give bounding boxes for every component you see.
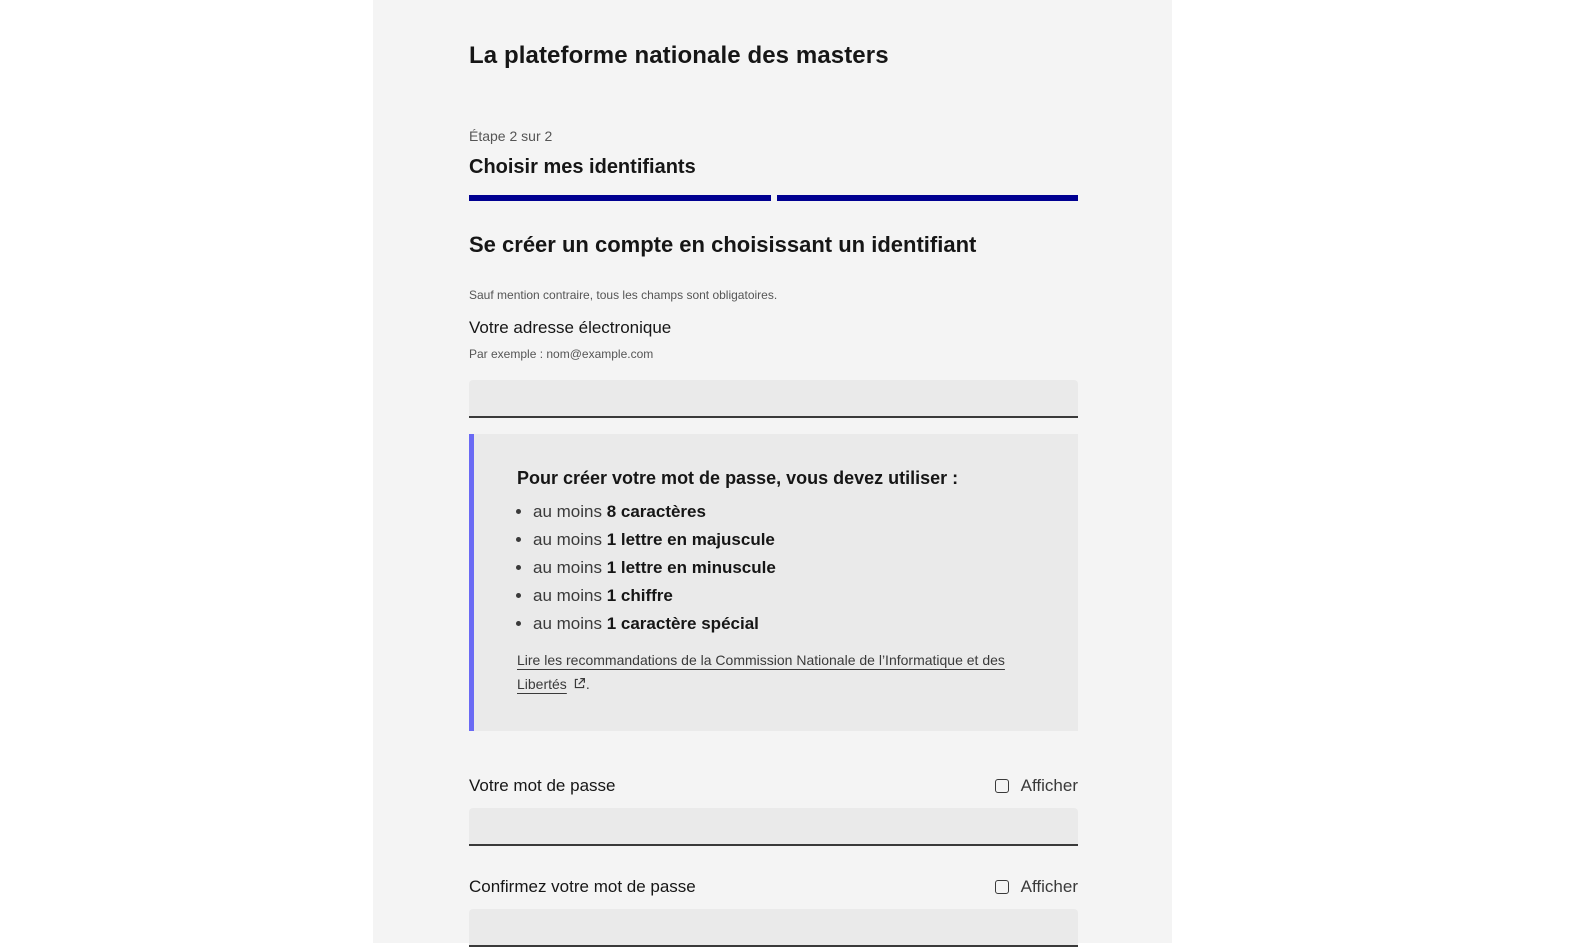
step-title: Choisir mes identifiants xyxy=(469,156,696,178)
password-rule: • au moins 1 chiffre xyxy=(533,582,776,610)
confirm-password-label-row xyxy=(469,877,1078,897)
email-hint: Par exemple : nom@example.com xyxy=(469,347,654,361)
page-panel xyxy=(373,0,1172,943)
step-segment-2 xyxy=(777,195,1079,201)
show-password-checkbox[interactable] xyxy=(995,779,1009,793)
cnil-recommendations-link[interactable]: Lire les recommandations de la Commission Nationale de l’Informatique et des Libertés xyxy=(517,652,1005,692)
confirm-password-label: Confirmez votre mot de passe xyxy=(469,877,696,896)
password-rule: • au moins 8 caractères xyxy=(533,498,776,526)
show-confirm-password-label: Afficher xyxy=(1020,877,1078,896)
password-rules-title: Pour créer votre mot de passe, vous devez utiliser : xyxy=(517,468,959,488)
email-label: Votre adresse électronique xyxy=(469,318,672,337)
show-confirm-password-checkbox[interactable] xyxy=(995,880,1009,894)
show-confirm-password-toggle[interactable] xyxy=(995,877,1078,897)
confirm-password-input[interactable] xyxy=(469,909,1078,947)
step-counter: Étape 2 sur 2 xyxy=(469,128,553,144)
site-title: La plateforme nationale des masters xyxy=(469,42,889,69)
password-rule: • au moins 1 caractère spécial xyxy=(533,610,776,638)
step-progress-bar xyxy=(469,195,1078,201)
step-segment-1 xyxy=(469,195,771,201)
external-link-icon xyxy=(573,677,586,690)
show-password-toggle[interactable] xyxy=(995,776,1078,796)
password-rules-list xyxy=(517,498,776,638)
required-fields-notice: Sauf mention contraire, tous les champs sont obligatoires. xyxy=(469,288,778,302)
password-rules-callout xyxy=(469,434,1078,731)
cnil-link-paragraph: Lire les recommandations de la Commission Nationale de l’Informatique et des Libertés . xyxy=(517,652,1005,692)
password-rule: • au moins 1 lettre en minuscule xyxy=(533,554,776,582)
password-input[interactable] xyxy=(469,808,1078,846)
email-input[interactable] xyxy=(469,380,1078,418)
password-label: Votre mot de passe xyxy=(469,776,616,795)
show-password-label: Afficher xyxy=(1020,776,1078,795)
section-title: Se créer un compte en choisissant un identifiant xyxy=(469,232,977,257)
password-label-row xyxy=(469,776,1078,796)
password-rule: • au moins 1 lettre en majuscule xyxy=(533,526,776,554)
